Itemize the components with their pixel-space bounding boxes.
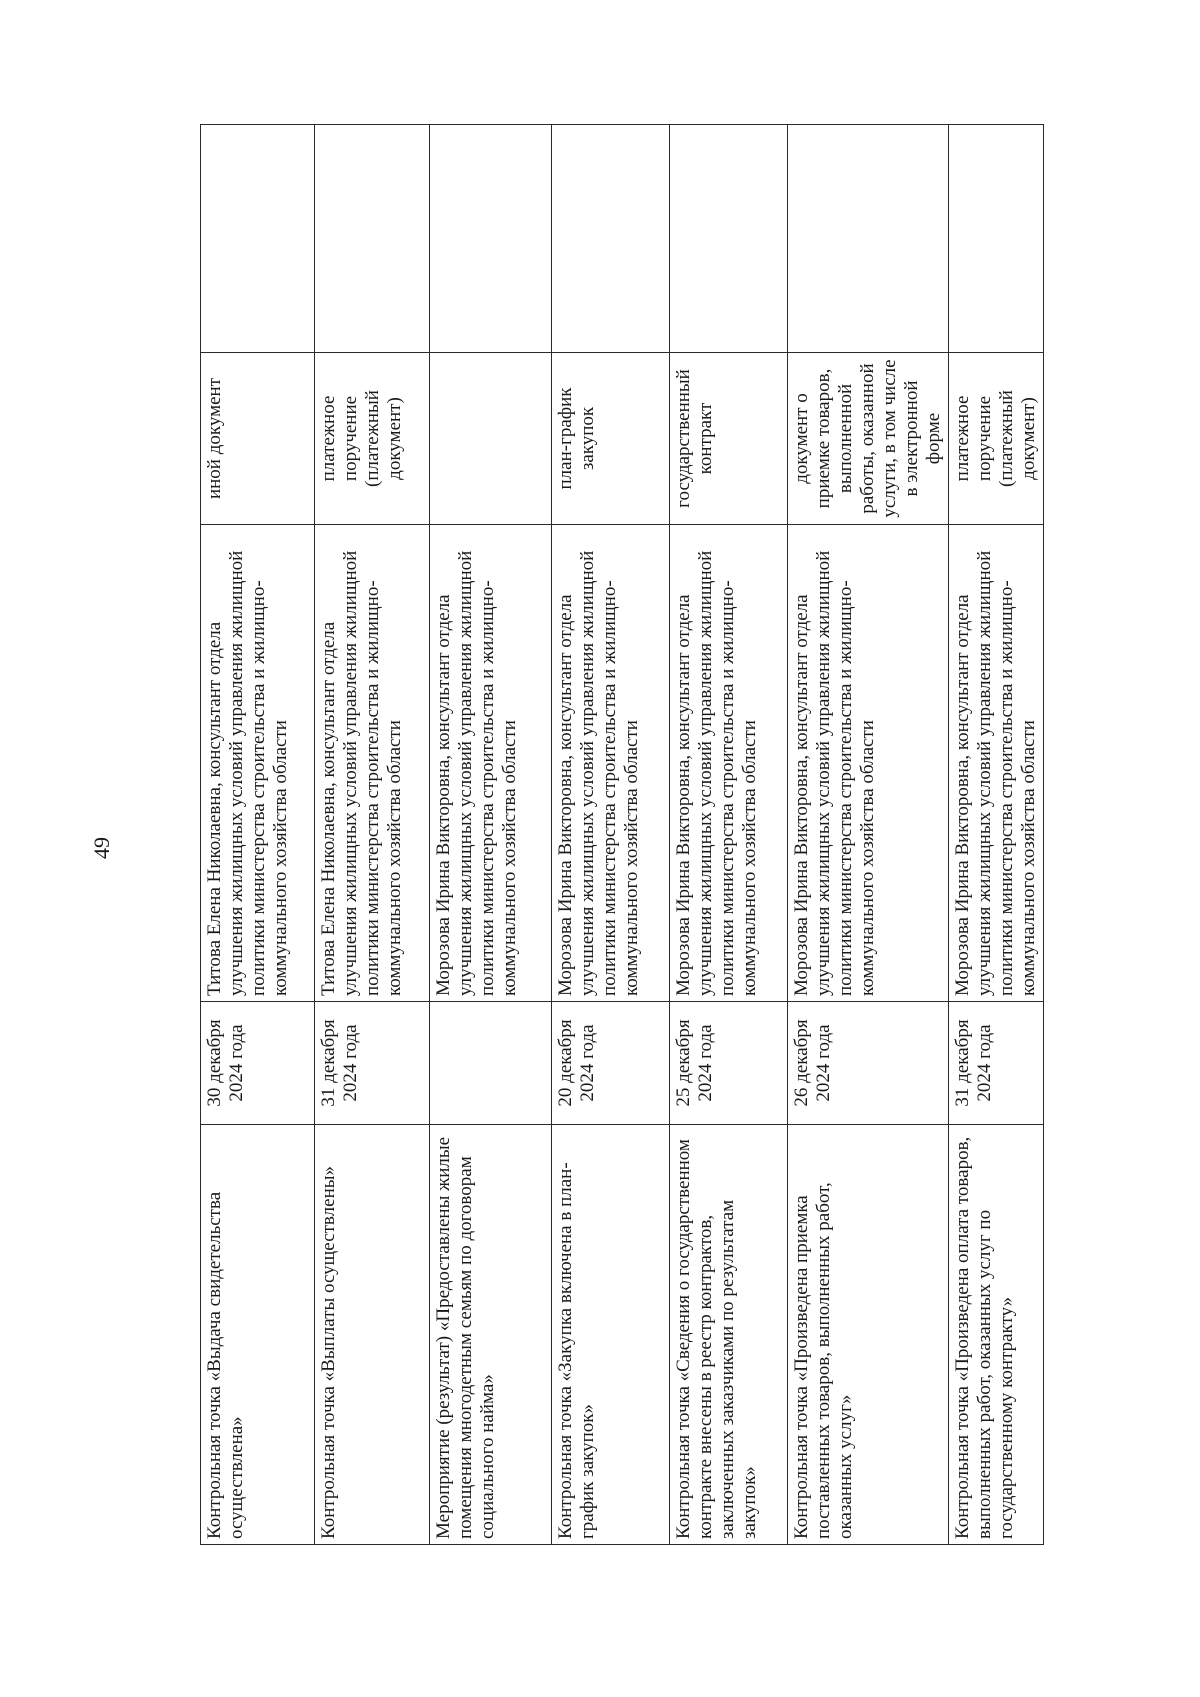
- responsible-cell: Титова Елена Николаевна, консультант отдела улучшения жилищных условий управления жилищной политики министерства строительства и жилищно-коммунального хозяйства области: [315, 525, 430, 1002]
- date-cell: 25 декабря 2024 года: [670, 1002, 788, 1125]
- extra-cell: [201, 125, 315, 353]
- rotated-table-container: [200, 125, 1039, 1545]
- event-cell: Мероприятие (результат) «Предоставлены жилые помещения многодетным семьям по договорам социального найма»: [430, 1125, 552, 1545]
- event-cell: Контрольная точка «Произведена оплата товаров, выполненных работ, оказанных услуг по государственному контракту»: [949, 1125, 1044, 1545]
- extra-cell: [949, 125, 1044, 353]
- table-row: [670, 125, 788, 1545]
- responsible-cell: Морозова Ирина Викторовна, консультант отдела улучшения жилищных условий управления жилищной политики министерства строительства и жилищно-коммунального хозяйства области: [670, 525, 788, 1002]
- extra-cell: [670, 125, 788, 353]
- table-row: [552, 125, 670, 1545]
- extra-cell: [430, 125, 552, 353]
- date-cell: 26 декабря 2024 года: [788, 1002, 949, 1125]
- table-row: [315, 125, 430, 1545]
- date-cell: [430, 1002, 552, 1125]
- document-cell: иной документ: [201, 353, 315, 525]
- document-cell: государственный контракт: [670, 353, 788, 525]
- document-cell: платежное поручение (платежный документ): [315, 353, 430, 525]
- extra-cell: [552, 125, 670, 353]
- date-cell: 30 декабря 2024 года: [201, 1002, 315, 1125]
- document-cell: платежное поручение (платежный документ): [949, 353, 1044, 525]
- event-cell: Контрольная точка «Закупка включена в план-график закупок»: [552, 1125, 670, 1545]
- document-cell: документ о приемке товаров, выполненной работы, оказанной услуги, в том числе в электронной форме: [788, 353, 949, 525]
- extra-cell: [315, 125, 430, 353]
- control-points-table: [200, 124, 1044, 1545]
- document-cell: [430, 353, 552, 525]
- extra-cell: [788, 125, 949, 353]
- event-cell: Контрольная точка «Сведения о государственном контракте внесены в реестр контрактов, заключенных заказчиками по результатам закупок»: [670, 1125, 788, 1545]
- responsible-cell: Морозова Ирина Викторовна, консультант отдела улучшения жилищных условий управления жилищной политики министерства строительства и жилищно-коммунального хозяйства области: [552, 525, 670, 1002]
- date-cell: 20 декабря 2024 года: [552, 1002, 670, 1125]
- date-cell: 31 декабря 2024 года: [949, 1002, 1044, 1125]
- table-row: [430, 125, 552, 1545]
- event-cell: Контрольная точка «Выплаты осуществлены»: [315, 1125, 430, 1545]
- event-cell: Контрольная точка «Выдача свидетельства осуществлена»: [201, 1125, 315, 1545]
- date-cell: 31 декабря 2024 года: [315, 1002, 430, 1125]
- event-cell: Контрольная точка «Произведена приемка поставленных товаров, выполненных работ, оказанных услуг»: [788, 1125, 949, 1545]
- responsible-cell: Морозова Ирина Викторовна, консультант отдела улучшения жилищных условий управления жилищной политики министерства строительства и жилищно-коммунального хозяйства области: [949, 525, 1044, 1002]
- table-row: [201, 125, 315, 1545]
- page-number: 49: [89, 837, 114, 859]
- table-row: [949, 125, 1044, 1545]
- responsible-cell: Титова Елена Николаевна, консультант отдела улучшения жилищных условий управления жилищной политики министерства строительства и жилищно-коммунального хозяйства области: [201, 525, 315, 1002]
- table-row: [788, 125, 949, 1545]
- responsible-cell: Морозова Ирина Викторовна, консультант отдела улучшения жилищных условий управления жилищной политики министерства строительства и жилищно-коммунального хозяйства области: [788, 525, 949, 1002]
- responsible-cell: Морозова Ирина Викторовна, консультант отдела улучшения жилищных условий управления жилищной политики министерства строительства и жилищно-коммунального хозяйства области: [430, 525, 552, 1002]
- document-cell: план-график закупок: [552, 353, 670, 525]
